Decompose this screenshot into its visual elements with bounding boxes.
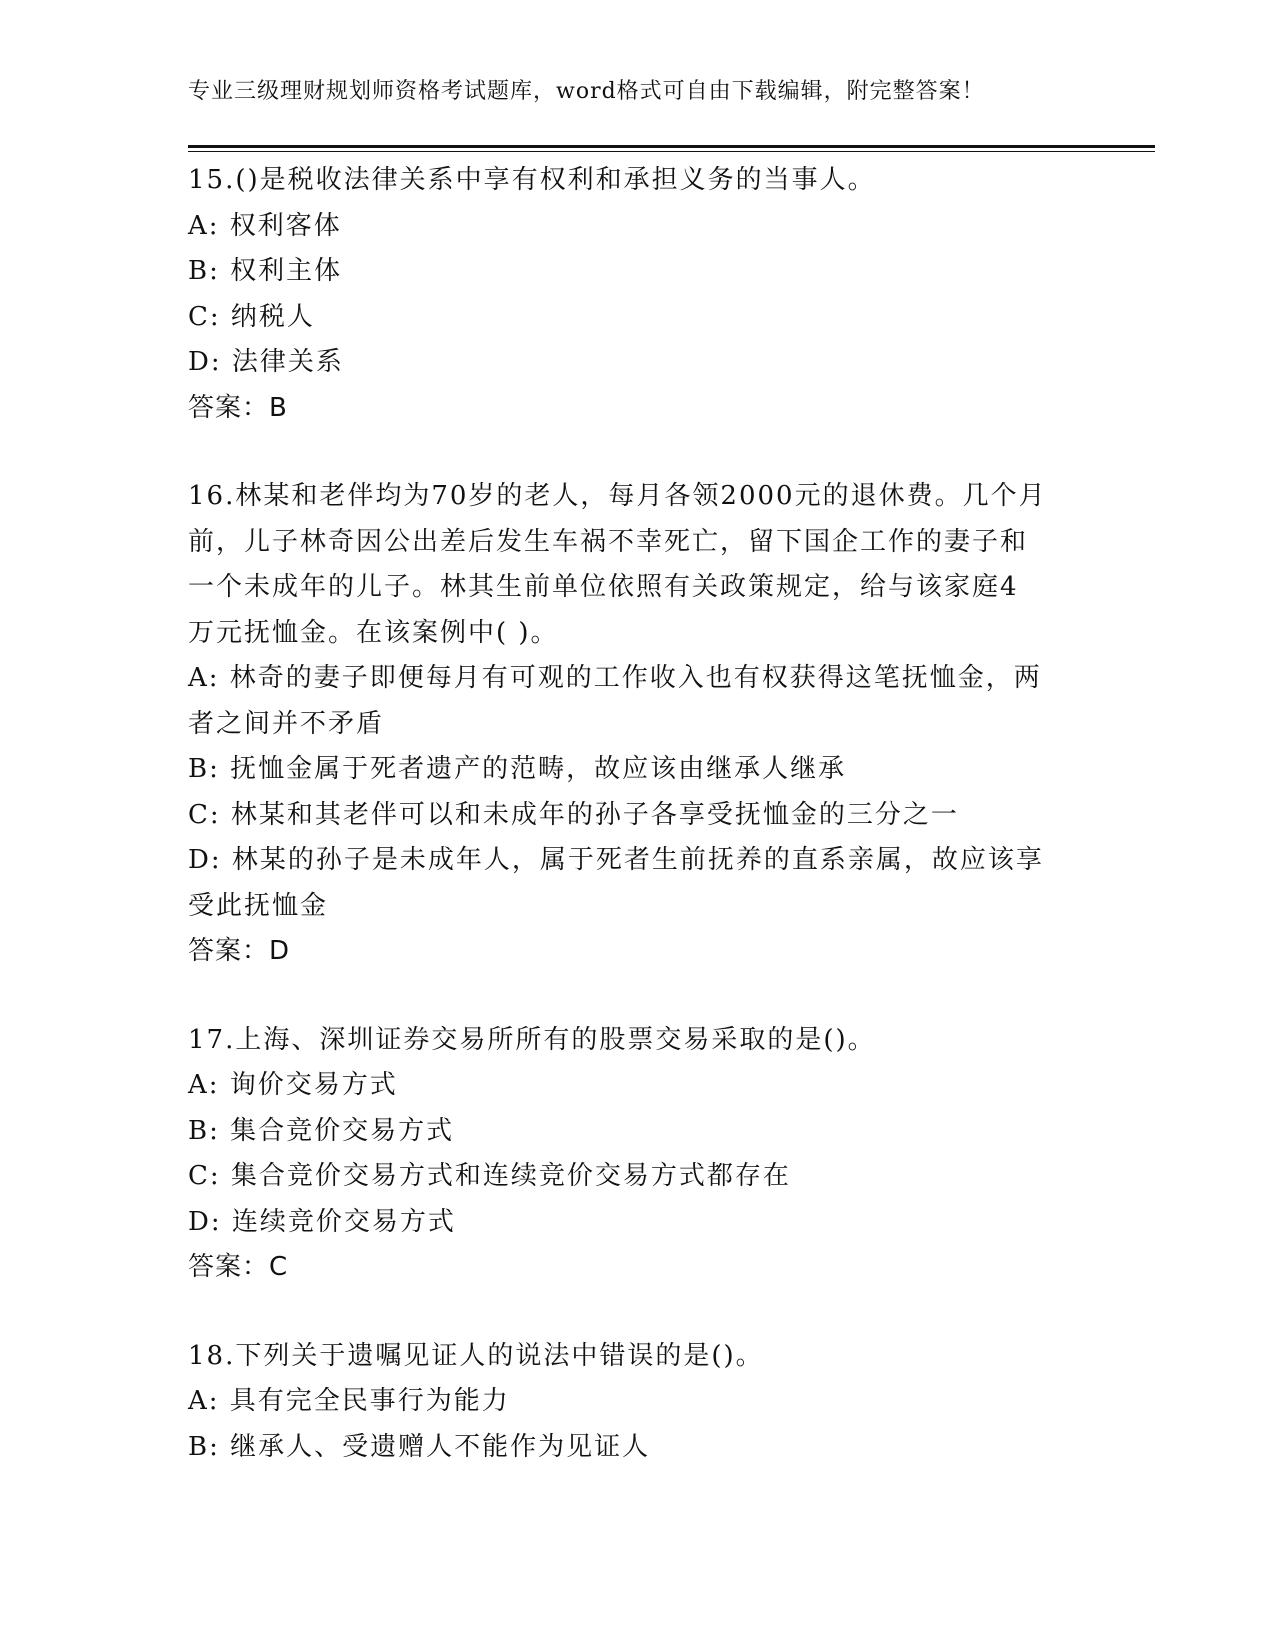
answer-key: 答案：D bbox=[188, 936, 291, 966]
page-header: 专业三级理财规划师资格考试题库，word格式可自由下载编辑，附完整答案！ bbox=[188, 79, 985, 104]
answer-option-line: 受此抚恤金 bbox=[188, 890, 329, 921]
answer-option-line: C: 林某和其老伴可以和未成年的孙子各享受抚恤金的三分之一 bbox=[188, 799, 959, 830]
question-stem-line: 前，儿子林奇因公出差后发生车祸不幸死亡，留下国企工作的妻子和 bbox=[188, 526, 1029, 557]
answer-option-line: A: 具有完全民事行为能力 bbox=[188, 1386, 510, 1416]
question-stem-line: 万元抚恤金。在该案例中( )。 bbox=[188, 617, 559, 648]
question-stem-line: 15.()是税收法律关系中享有权利和承担义务的当事人。 bbox=[188, 165, 876, 195]
answer-option-line: B: 抚恤金属于死者遗产的范畴，故应该由继承人继承 bbox=[188, 754, 847, 784]
answer-option-line: 者之间并不矛盾 bbox=[188, 708, 385, 739]
answer-option-line: A: 林奇的妻子即便每月有可观的工作收入也有权获得这笔抚恤金，两 bbox=[188, 663, 1042, 693]
question-stem-line: 18.下列关于遗嘱见证人的说法中错误的是()。 bbox=[188, 1340, 764, 1371]
answer-key: 答案：B bbox=[188, 392, 288, 423]
answer-option-line: B: 继承人、受遗赠人不能作为见证人 bbox=[188, 1431, 651, 1462]
answer-option-line: A: 询价交易方式 bbox=[188, 1070, 398, 1100]
question-stem-line: 一个未成年的儿子。林其生前单位依照有关政策规定，给与该家庭4 bbox=[188, 572, 1019, 602]
answer-key: 答案：C bbox=[188, 1252, 289, 1282]
question-list bbox=[188, 158, 1088, 1513]
answer-option-line: D: 连续竞价交易方式 bbox=[188, 1206, 456, 1237]
answer-option-line: C: 纳税人 bbox=[188, 301, 315, 332]
answer-option-line: D: 法律关系 bbox=[188, 347, 344, 377]
answer-option-line: B: 权利主体 bbox=[188, 256, 343, 286]
question-stem-line: 17.上海、深圳证券交易所所有的股票交易采取的是()。 bbox=[188, 1024, 876, 1055]
header-rule-thick bbox=[188, 145, 1155, 148]
question-block bbox=[188, 158, 1088, 431]
header-rule-thin bbox=[188, 151, 1155, 152]
answer-option-line: B: 集合竞价交易方式 bbox=[188, 1115, 455, 1146]
question-block bbox=[188, 1018, 1088, 1291]
question-stem-line: 16.林某和老伴均为70岁的老人，每月各领2000元的退休费。几个月 bbox=[188, 481, 1047, 511]
answer-option-line: A: 权利客体 bbox=[188, 210, 342, 241]
answer-option-line: D: 林某的孙子是未成年人，属于死者生前抚养的直系亲属，故应该享 bbox=[188, 845, 1044, 875]
question-block bbox=[188, 1334, 1088, 1471]
question-block bbox=[188, 474, 1088, 975]
answer-option-line: C: 集合竞价交易方式和连续竞价交易方式都存在 bbox=[188, 1161, 791, 1191]
